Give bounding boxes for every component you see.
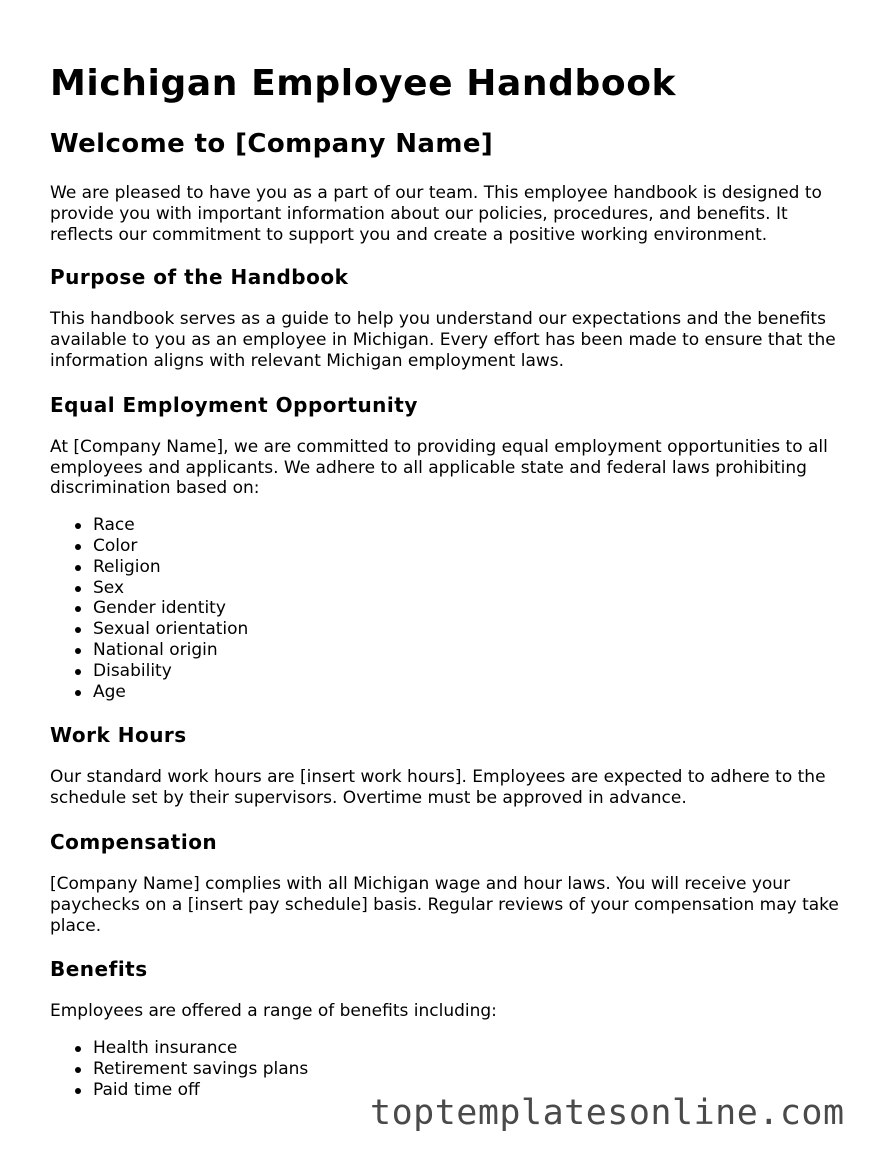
list-item: Disability [93,661,850,682]
watermark: toptemplatesonline.com [370,1093,845,1133]
compensation-paragraph: [Company Name] complies with all Michigan wage and hour laws. You will receive your paychecks on a [insert pay schedule] basis. Regular reviews of your compensation may take place. [50,873,839,936]
purpose-paragraph: This handbook serves as a guide to help you understand our expectations and the benefits available to you as an employee in Michigan. Every effort has been made to ensure that the information aligns with relevant Michigan employment laws. [50,309,836,371]
welcome-paragraph: We are pleased to have you as a part of our team. This employee handbook is designed to provide you with important information about our policies, procedures, and benefits. It reflects our commitment to support you and create a positive working environment. [50,183,822,245]
list-item: Paid time off [93,1080,850,1101]
work-hours-heading: Work Hours [50,723,187,748]
purpose-heading: Purpose of the Handbook [50,265,349,290]
list-item: Religion [93,557,850,578]
document-title: Michigan Employee Handbook [50,63,677,104]
welcome-heading: Welcome to [Company Name] [50,129,494,159]
list-item: Age [93,682,850,703]
work-hours-paragraph: Our standard work hours are [insert work hours]. Employees are expected to adhere to the schedule set by their supervisors. Overtime must be approved in advance. [50,767,826,809]
list-item: Gender identity [93,598,850,619]
list-item: Sexual orientation [93,619,850,640]
benefits-paragraph: Employees are offered a range of benefits including: [50,1001,497,1022]
eeo-heading: Equal Employment Opportunity [50,392,418,417]
document-page [50,0,850,1101]
benefits-heading: Benefits [50,957,148,982]
compensation-heading: Compensation [50,829,218,854]
list-item: Race [93,515,850,536]
list-item: Retirement savings plans [93,1059,850,1080]
list-item: Color [93,536,850,557]
list-item: National origin [93,640,850,661]
list-item: Sex [93,578,850,599]
list-item: Health insurance [93,1038,850,1059]
eeo-list [50,515,850,702]
eeo-paragraph: At [Company Name], we are committed to providing equal employment opportunities to all employees and applicants. We adhere to all applicable state and federal laws prohibiting discrimination based on: [50,436,828,499]
